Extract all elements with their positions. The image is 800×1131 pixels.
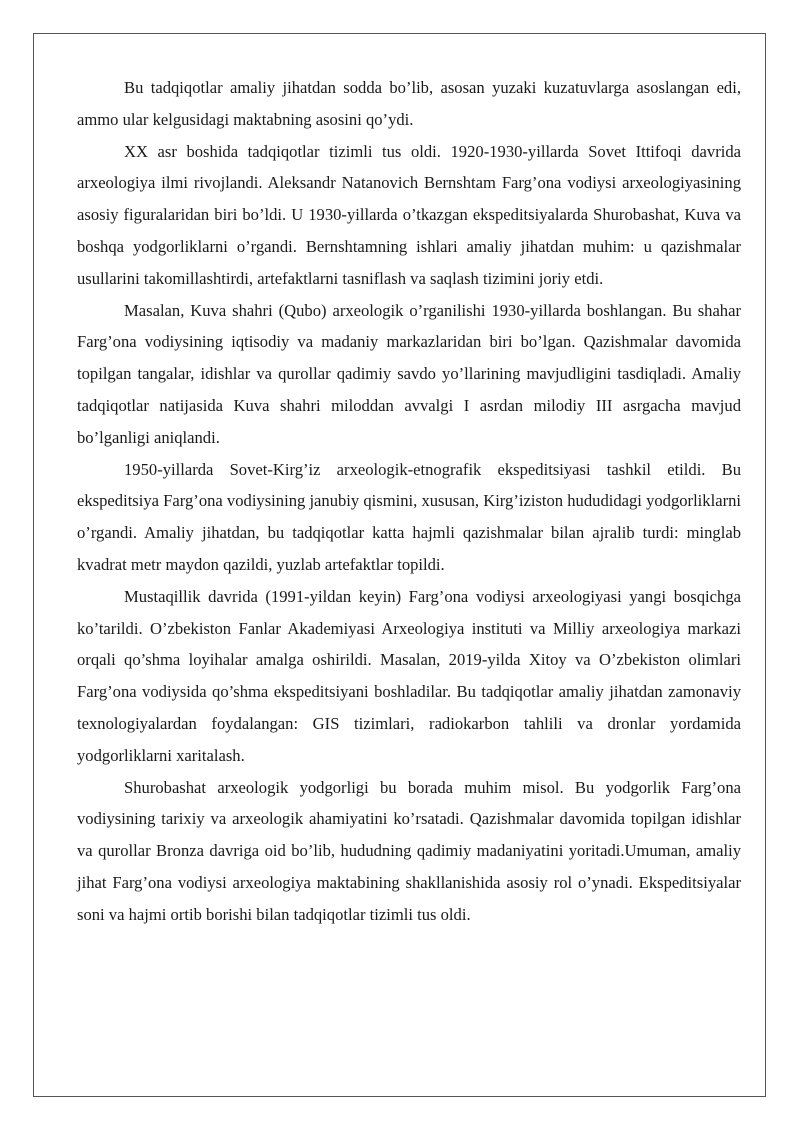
paragraph-4: 1950-yillarda Sovet-Kirg’iz arxeologik-etnografik ekspeditsiyasi tashkil etildi. Bu ekspeditsiya Farg’ona vodiysining janubiy qismini, xususan, Kirg’iziston hududidagi yodgorliklarni o’rgandi. Amaliy jihatdan, bu tadqiqotlar katta hajmli qazishmalar bilan ajralib turdi: minglab kvadrat metr maydon qazildi, yuzlab artefaktlar topildi. [77, 459, 742, 574]
paragraph-1: Bu tadqiqotlar amaliy jihatdan sodda bo’lib, asosan yuzaki kuzatuvlarga asoslangan edi, ammo ular kelgusidagi maktabning asosini qo’ydi. [77, 78, 741, 129]
paragraph-2: XX asr boshida tadqiqotlar tizimli tus oldi. 1920-1930-yillarda Sovet Ittifoqi davrida arxeologiya ilmi rivojlandi. Aleksandr Natanovich Bernshtam Farg’ona vodiysi arxeologiyasining asosiy figuralaridan biri bo’ldi. U 1930-yillarda o’tkazgan ekspeditsiyalarda Shurobashat, Kuva va boshqa yodgorliklarni o’rgandi. Bernshtamning ishlari amaliy jihatdan muhim: u qazishmalar usullarini takomillashtirdi, artefaktlarni tasniflash va saqlash tizimini joriy etdi. [77, 141, 741, 288]
paragraph-3: Masalan, Kuva shahri (Qubo) arxeologik o’rganilishi 1930-yillarda boshlangan. Bu shahar Farg’ona vodiysining iqtisodiy va madaniy markazlaridan biri bo’lgan. Qazishmalar davomida topilgan tangalar, idishlar va qurollar qadimiy savdo yo’llarining mavjudligini tasdiqladi. Amaliy tadqiqotlar natijasida Kuva shahri miloddan avvalgi I asrdan milodiy III asrgacha mavjud bo’lganligi aniqlandi. [77, 300, 741, 447]
paragraph-6: Shurobashat arxeologik yodgorligi bu borada muhim misol. Bu yodgorlik Farg’ona vodiysining tarixiy va arxeologik ahamiyatini ko’rsatadi. Qazishmalar davomida topilgan idishlar va qurollar Bronza davriga oid bo’lib, hududning qadimiy madaniyatini yoritadi.Umuman, amaliy jihat Farg’ona vodiysi arxeologiya maktabining shakllanishida asosiy rol o’ynadi. Ekspeditsiyalar soni va hajmi ortib borishi bilan tadqiqotlar tizimli tus oldi. [77, 777, 741, 924]
paragraph-5: Mustaqillik davrida (1991-yildan keyin) Farg’ona vodiysi arxeologiyasi yangi bosqichga ko’tarildi. O’zbekiston Fanlar Akademiyasi Arxeologiya instituti va Milliy arxeologiya markazi orqali qo’shma loyihalar amalga oshirildi. Masalan, 2019-yilda Xitoy va O’zbekiston olimlari Farg’ona vodiysida qo’shma ekspeditsiyani boshladilar. Bu tadqiqotlar amaliy jihatdan zamonaviy texnologiyalardan foydalangan: GIS tizimlari, radiokarbon tahlili va dronlar yordamida yodgorliklarni xaritalash. [77, 586, 741, 765]
document-body [77, 72, 741, 931]
